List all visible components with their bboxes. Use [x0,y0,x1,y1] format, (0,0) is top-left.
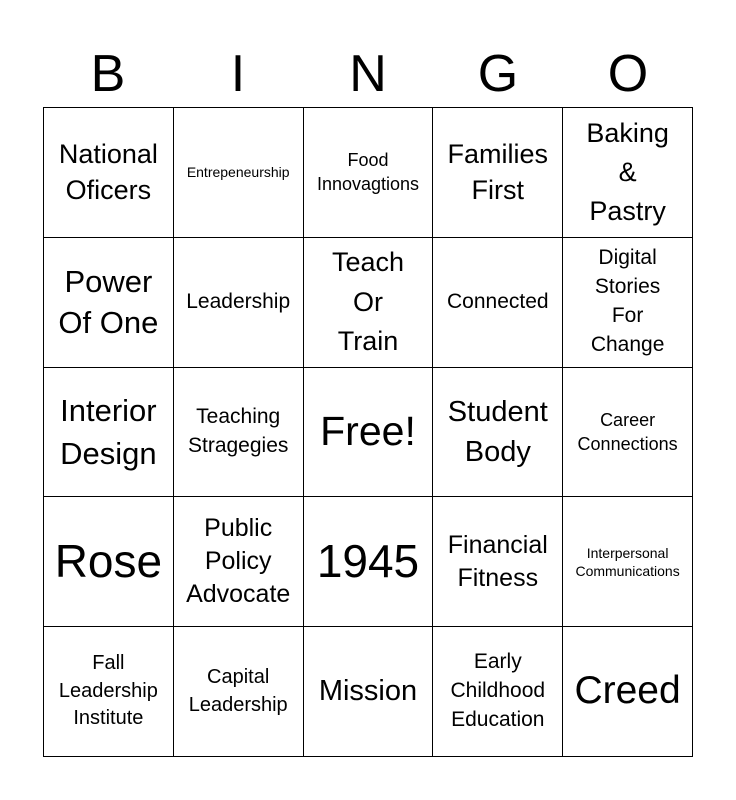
bingo-cell-r1c1 [44,108,174,238]
cell-text: Early Childhood Education [450,650,546,732]
bingo-cell-r5c5 [563,627,693,757]
cell-text: Families First [447,138,549,206]
bingo-cell-r2c3 [304,238,434,368]
cell-text: 1945 [316,535,420,588]
cell-text: Interior Design [60,392,157,471]
cell-text: Interpersonal Communications [575,544,680,579]
cell-text: Mission [318,675,418,708]
bingo-cell-r5c2 [174,627,304,757]
bingo-cell-r2c1 [44,238,174,368]
cell-text: Teach Or Train [331,247,405,356]
cell-text: Capital Leadership [188,666,288,716]
bingo-cell-r3c3 [304,368,434,498]
cell-text: Financial Fitness [447,530,548,592]
bingo-cell-r1c2 [174,108,304,238]
cell-text: Student Body [447,395,548,468]
cell-text: Public Policy Advocate [186,514,291,609]
header-letter-n: N [349,45,387,103]
cell-text: Entrepeneurship [186,164,290,181]
bingo-cell-r3c4 [433,368,563,498]
bingo-cell-r3c2 [174,368,304,498]
cell-text: Fall Leadership Institute [58,652,158,730]
cell-text: Leadership [186,289,291,313]
cell-text: Rose [54,535,163,588]
cell-text: Baking & Pastry [586,117,669,226]
bingo-cell-r4c2 [174,497,304,627]
header-letter-b: B [90,45,126,103]
cell-text: Power Of One [58,263,159,341]
cell-text: Food Innovagtions [316,150,420,195]
bingo-cell-r1c5 [563,108,693,238]
bingo-cell-r4c4 [433,497,563,627]
bingo-cell-r3c1 [44,368,174,498]
bingo-cell-r4c1 [44,497,174,627]
cell-text: Teaching Stragegies [187,405,289,457]
bingo-cell-r5c4 [433,627,563,757]
bingo-cell-r1c4 [433,108,563,238]
bingo-cell-r2c4 [433,238,563,368]
bingo-cell-r3c5 [563,368,693,498]
bingo-cell-r5c1 [44,627,174,757]
header-letter-i: I [230,45,246,103]
bingo-cell-r1c3 [304,108,434,238]
cell-text: National Oficers [58,138,158,206]
bingo-header [43,40,693,108]
cell-text: Digital Stories For Change [590,246,665,357]
cell-text: Connected [447,289,549,313]
bingo-cell-r4c3 [304,497,434,627]
bingo-cell-r2c2 [174,238,304,368]
cell-text: Free! [320,408,416,455]
bingo-cell-r4c5 [563,497,693,627]
bingo-grid [43,107,693,757]
header-letter-g: G [477,45,519,103]
bingo-cell-r5c3 [304,627,434,757]
header-letter-o: O [607,45,649,103]
bingo-cell-r2c5 [563,238,693,368]
cell-text: Career Connections [577,409,678,454]
cell-text: Creed [574,669,681,713]
